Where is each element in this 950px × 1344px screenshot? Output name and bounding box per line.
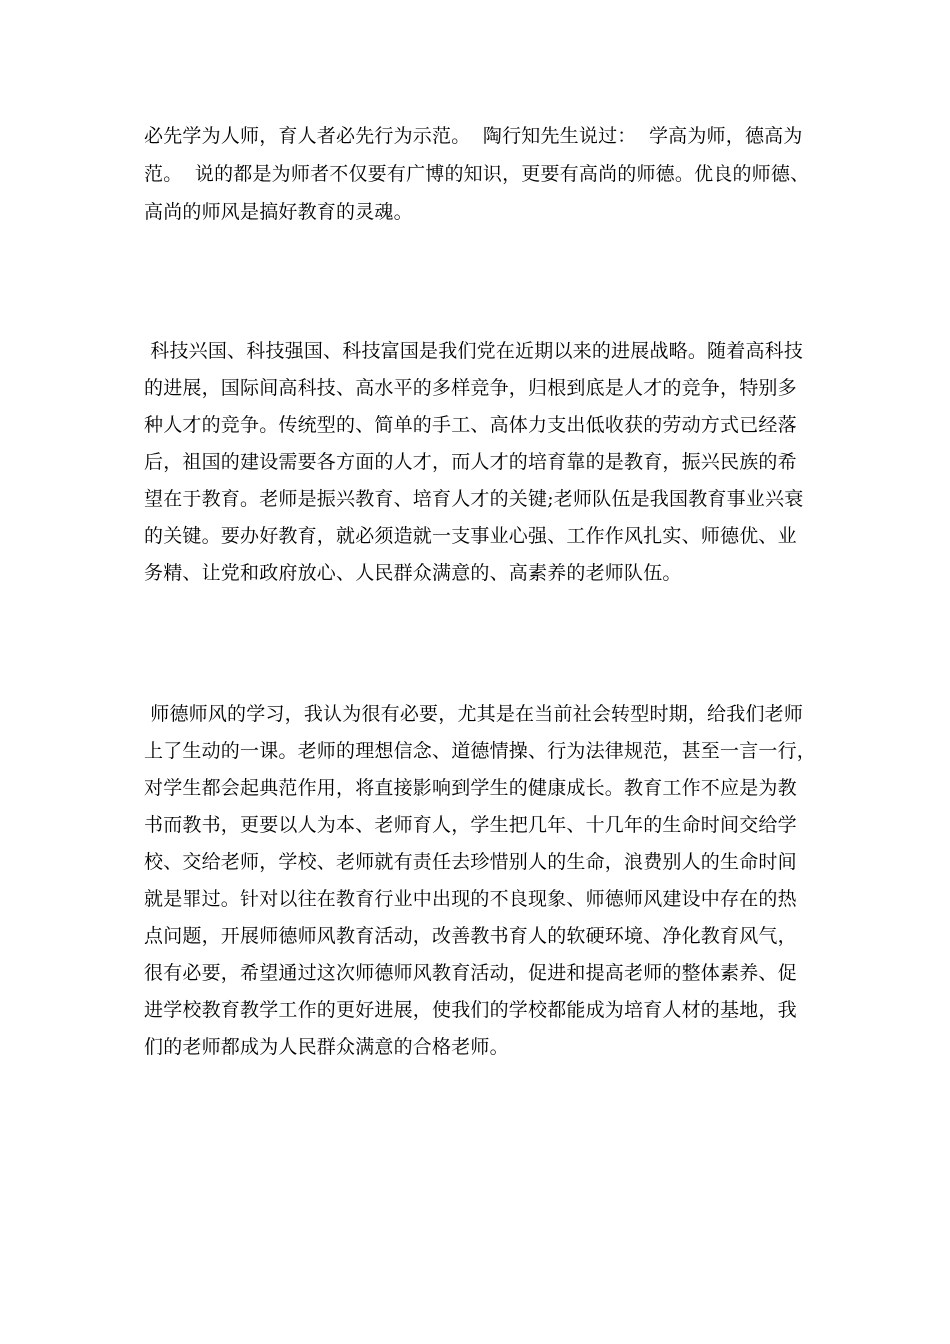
text-line: 上了生动的一课。老师的理想信念、道德情操、行为法律规范，甚至一言一行， [144,740,817,762]
text-line: 很有必要，希望通过这次师德师风教育活动，促进和提高老师的整体素养、促 [144,962,797,984]
text-line: 高尚的师风是搞好教育的灵魂。 [144,201,413,223]
text-line: 的关键。要办好教育，就必须造就一支事业心强、工作作风扎实、师德优、业 [144,525,797,547]
text-line: 书而教书，更要以人为本、老师育人，学生把几年、十几年的生命时间交给学 [144,814,797,836]
text-line: 们的老师都成为人民群众满意的合格老师。 [144,1036,509,1058]
text-line: 进学校教育教学工作的更好进展，使我们的学校都能成为培育人材的基地，我 [144,999,797,1021]
text-line: 种人才的竞争。传统型的、简单的手工、高体力支出低收获的劳动方式已经落 [144,414,797,436]
text-line: 科技兴国、科技强国、科技富国是我们党在近期以来的进展战略。随着高科技 [144,340,804,362]
text-line: 点问题，开展师德师风教育活动，改善教书育人的软硬环境、净化教育风气， [144,925,797,947]
text-line: 的进展，国际间高科技、高水平的多样竞争，归根到底是人才的竞争，特别多 [144,377,797,399]
text-line: 务精、让党和政府放心、人民群众满意的、高素养的老师队伍。 [144,562,682,584]
text-line: 望在于教育。老师是振兴教育、培育人才的关键;老师队伍是我国教育事业兴衰 [144,488,804,510]
text-line: 就是罪过。针对以往在教育行业中出现的不良现象、师德师风建设中存在的热 [144,888,797,910]
text-line: 后，祖国的建设需要各方面的人才，而人才的培育靠的是教育，振兴民族的希 [144,451,797,473]
text-line: 必先学为人师，育人者必先行为示范。 陶行知先生说过： 学高为师，德高为 [144,125,803,147]
text-line: 校、交给老师，学校、老师就有责任去珍惜别人的生命，浪费别人的生命时间 [144,851,797,873]
text-line: 师德师风的学习，我认为很有必要，尤其是在当前社会转型时期，给我们老师 [144,703,804,725]
text-line: 范。 说的都是为师者不仅要有广博的知识，更要有高尚的师德。优良的师德、 [144,163,810,185]
text-line: 对学生都会起典范作用，将直接影响到学生的健康成长。教育工作不应是为教 [144,777,797,799]
